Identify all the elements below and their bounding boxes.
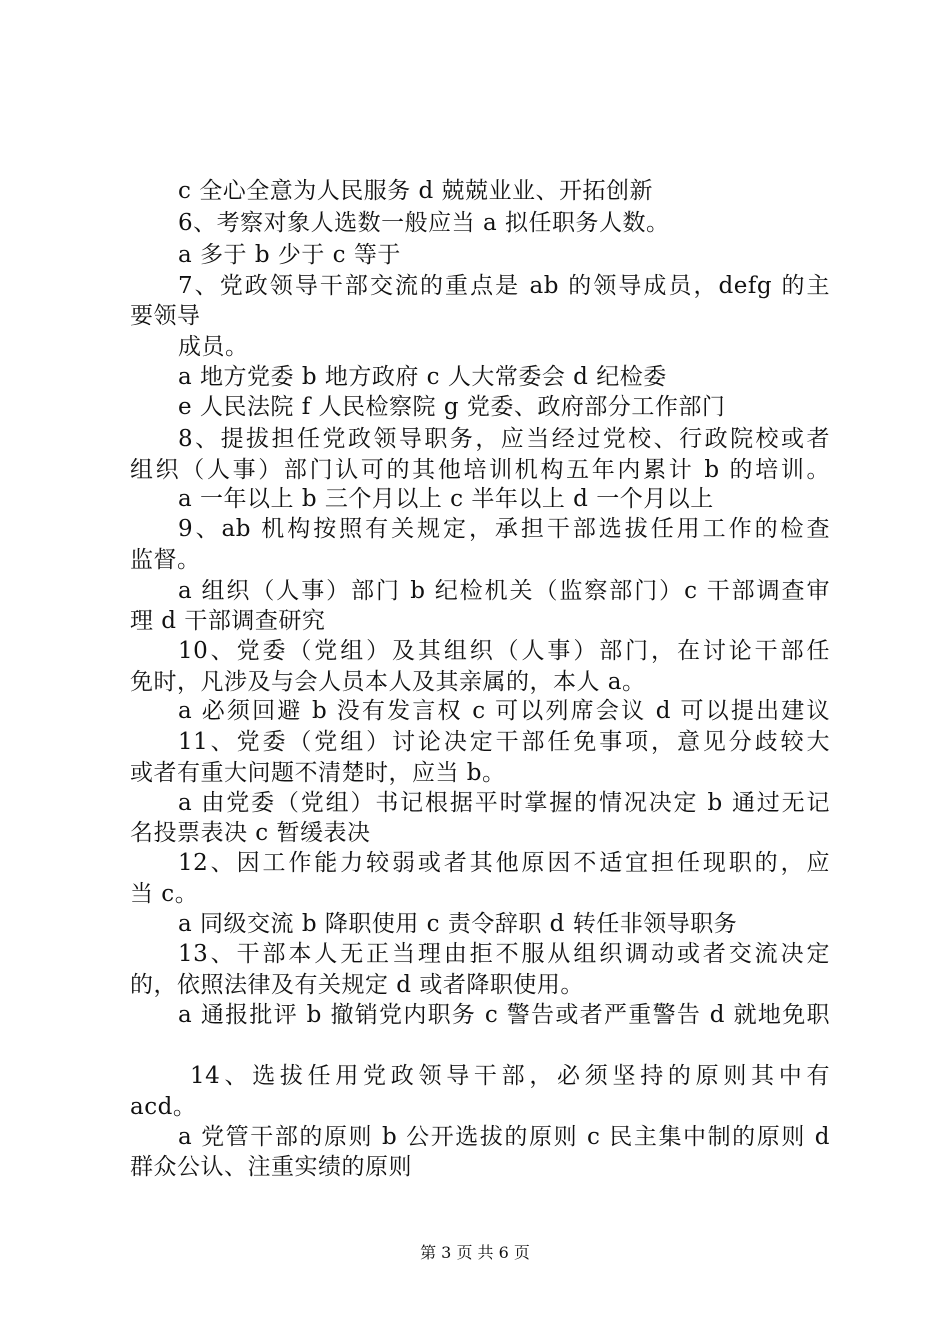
text-line: 群众公认、注重实绩的原则 bbox=[130, 1154, 412, 1180]
text-line: 组织（人事）部门认可的其他培训机构五年内累计 b 的培训。 bbox=[130, 457, 830, 483]
text-line: a 一年以上 b 三个月以上 c 半年以上 d 一个月以上 bbox=[178, 486, 714, 512]
text-line: a 组织（人事）部门 b 纪检机关（监察部门）c 干部调查审 bbox=[178, 578, 830, 604]
text-line: 14、选拔任用党政领导干部，必须坚持的原则其中有 bbox=[190, 1063, 830, 1089]
text-line: 6、考察对象人选数一般应当 a 拟任职务人数。 bbox=[178, 210, 670, 236]
text-line: 10、党委（党组）及其组织（人事）部门，在讨论干部任 bbox=[178, 638, 830, 664]
text-line: 8、提拔担任党政领导职务，应当经过党校、行政院校或者 bbox=[178, 426, 830, 452]
text-line: 9、ab 机构按照有关规定，承担干部选拔任用工作的检查 bbox=[178, 516, 830, 542]
text-line: 要领导 bbox=[130, 303, 201, 329]
text-line: 监督。 bbox=[130, 547, 201, 573]
text-line: a 党管干部的原则 b 公开选拔的原则 c 民主集中制的原则 d bbox=[178, 1124, 830, 1150]
text-line: 11、党委（党组）讨论决定干部任免事项，意见分歧较大 bbox=[178, 729, 830, 755]
text-line: acd。 bbox=[130, 1094, 197, 1120]
text-line: 名投票表决 c 暂缓表决 bbox=[130, 820, 371, 846]
text-line: 当 c。 bbox=[130, 881, 199, 907]
text-line: 7、党政领导干部交流的重点是 ab 的领导成员，defg 的主 bbox=[178, 273, 830, 299]
text-line: e 人民法院 f 人民检察院 g 党委、政府部分工作部门 bbox=[178, 394, 726, 420]
text-line: c 全心全意为人民服务 d 兢兢业业、开拓创新 bbox=[178, 178, 654, 204]
text-line: a 地方党委 b 地方政府 c 人大常委会 d 纪检委 bbox=[178, 364, 667, 390]
text-line: 理 d 干部调查研究 bbox=[130, 608, 326, 634]
text-line: 或者有重大问题不清楚时，应当 b。 bbox=[130, 760, 506, 786]
text-line: 免时，凡涉及与会人员本人及其亲属的，本人 a。 bbox=[130, 669, 646, 695]
page-footer: 第 3 页 共 6 页 bbox=[420, 1243, 530, 1262]
text-line: a 同级交流 b 降职使用 c 责令辞职 d 转任非领导职务 bbox=[178, 911, 738, 937]
text-line: 的，依照法律及有关规定 d 或者降职使用。 bbox=[130, 972, 584, 998]
text-line: 13、干部本人无正当理由拒不服从组织调动或者交流决定 bbox=[178, 941, 830, 967]
text-line: a 必须回避 b 没有发言权 c 可以列席会议 d 可以提出建议 bbox=[178, 698, 830, 724]
text-line: a 多于 b 少于 c 等于 bbox=[178, 242, 401, 268]
text-line: 成员。 bbox=[178, 334, 249, 360]
text-line: a 通报批评 b 撤销党内职务 c 警告或者严重警告 d 就地免职 bbox=[178, 1002, 830, 1028]
text-line: 12、因工作能力较弱或者其他原因不适宜担任现职的，应 bbox=[178, 850, 830, 876]
text-line: a 由党委（党组）书记根据平时掌握的情况决定 b 通过无记 bbox=[178, 790, 830, 816]
